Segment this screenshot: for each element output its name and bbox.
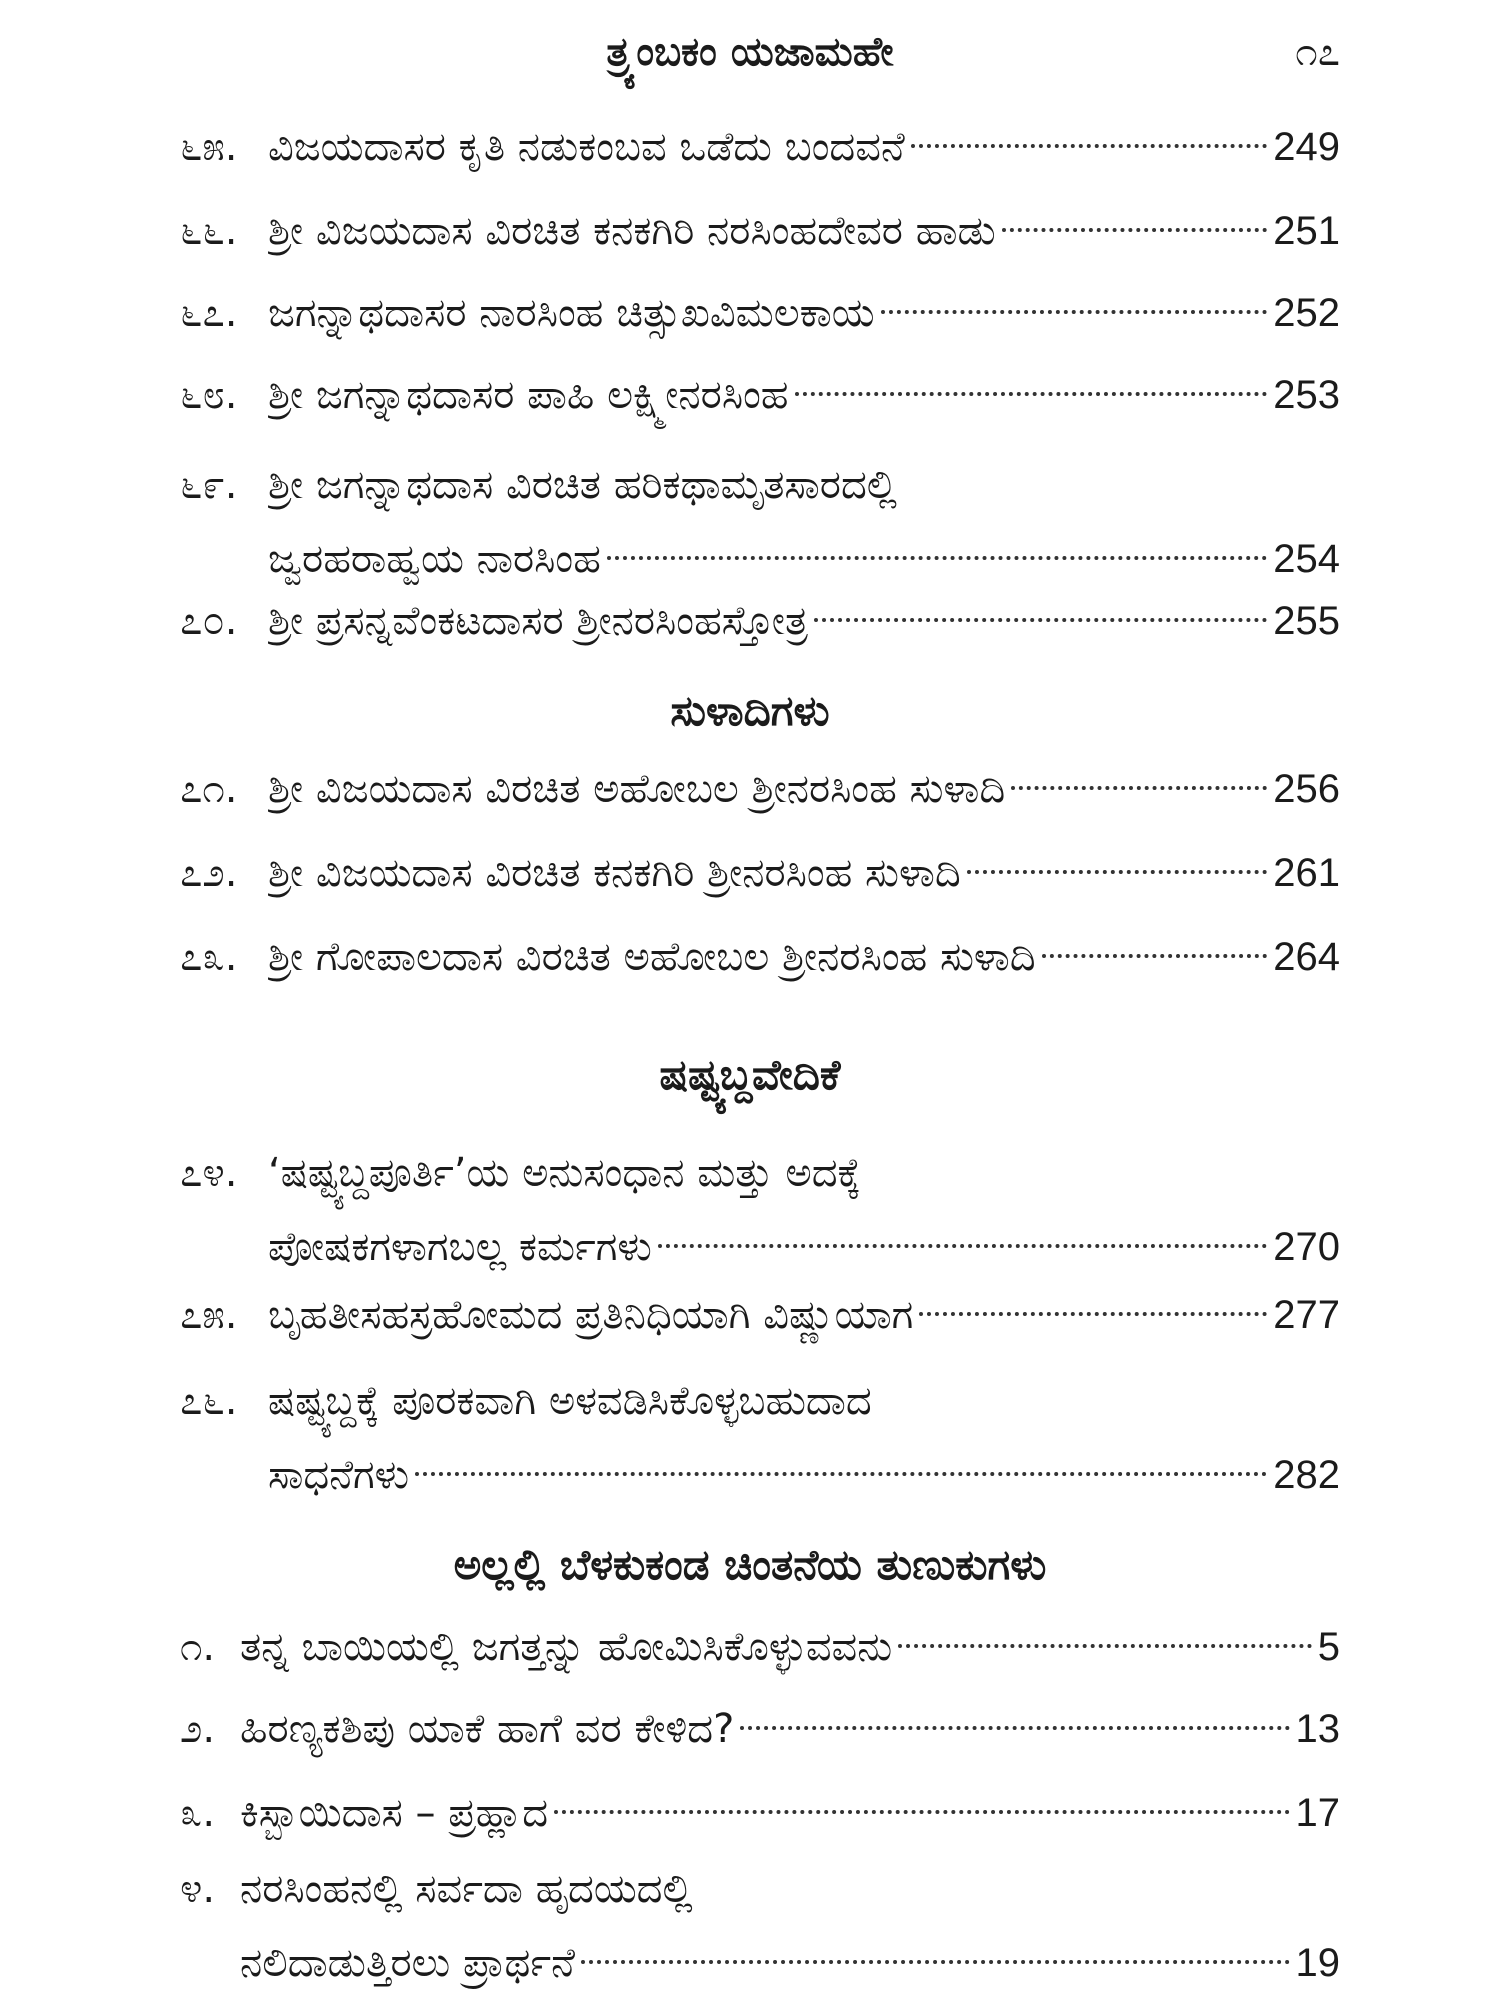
dot-leader [1011, 786, 1267, 790]
entry-title: ಶ್ರೀ ಪ್ರಸನ್ನವೆಂಕಟದಾಸರ ಶ್ರೀನರಸಿಂಹಸ್ತೋತ್ರ [268, 598, 808, 644]
entry-title-continued: ಸಾಧನೆಗಳು [268, 1452, 410, 1498]
entry-page: 5 [1317, 1625, 1340, 1669]
entry-title: ಬೃಹತೀಸಹಸ್ರಹೋಮದ ಪ್ರತಿನಿಧಿಯಾಗಿ ವಿಷ್ಣುಯಾಗ [268, 1292, 914, 1338]
entry-title: ಶ್ರೀ ಜಗನ್ನಾಥದಾಸರ ಪಾಹಿ ಲಕ್ಷ್ಮೀನರಸಿಂಹ [268, 372, 789, 418]
entry-title: ಶ್ರೀ ಗೋಪಾಲದಾಸ ವಿರಚಿತ ಅಹೋಬಲ ಶ್ರೀನರಸಿಂಹ ಸುಳಾದಿ [268, 934, 1036, 980]
entry-title: ಶ್ರೀ ಜಗನ್ನಾಥದಾಸ ವಿರಚಿತ ಹರಿಕಥಾಮೃತಸಾರದಲ್ಲಿ [268, 462, 898, 508]
entry-title-continued: ನಲಿದಾಡುತ್ತಿರಲು ಪ್ರಾರ್ಥನೆ [240, 1940, 575, 1986]
entry-number: ೭೪. [180, 1150, 238, 1196]
toc-entry [180, 836, 1340, 910]
entry-number: ೬೫. [180, 124, 238, 170]
entry-page: 252 [1273, 291, 1340, 335]
dot-leader [898, 1644, 1312, 1648]
dot-leader [1042, 954, 1268, 958]
dot-leader [607, 556, 1267, 560]
entry-number: ೬೬. [180, 208, 238, 254]
toc-entry [180, 1852, 1340, 2000]
entry-page: 253 [1273, 373, 1340, 417]
toc-entry [180, 752, 1340, 826]
running-header [0, 22, 1500, 82]
section-heading: ಸುಳಾದಿಗಳು [670, 686, 830, 735]
toc-entry [180, 920, 1340, 994]
toc-entry [180, 448, 1340, 596]
toc-entry [180, 1776, 1340, 1850]
dot-leader [795, 392, 1268, 396]
entry-title-continued: ಜ್ವರಹರಾಹ್ವಯ ನಾರಸಿಂಹ [268, 536, 601, 582]
section-heading: ಷಷ್ಟ್ಯಬ್ದವೇದಿಕೆ [659, 1050, 841, 1099]
entry-page: 17 [1295, 1791, 1340, 1835]
entry-title: ನರಸಿಂಹನಲ್ಲಿ ಸರ್ವದಾ ಹೃದಯದಲ್ಲಿ [240, 1866, 693, 1912]
toc-entry [180, 194, 1340, 268]
entry-page: 261 [1273, 851, 1340, 895]
entry-title: ಶ್ರೀ ವಿಜಯದಾಸ ವಿರಚಿತ ಅಹೋಬಲ ಶ್ರೀನರಸಿಂಹ ಸುಳಾದಿ [268, 766, 1006, 812]
entry-page: 13 [1295, 1707, 1340, 1751]
entry-title: ಶ್ರೀ ವಿಜಯದಾಸ ವಿರಚಿತ ಕನಕಗಿರಿ ನರಸಿಂಹದೇವರ ಹಾಡು [268, 208, 996, 254]
entry-title: ‘ಷಷ್ಟ್ಯಬ್ದಪೂರ್ತಿ’ಯ ಅನುಸಂಧಾನ ಮತ್ತು ಅದಕ್ಕೆ [268, 1150, 861, 1196]
entry-number: ೨. [180, 1706, 216, 1752]
entry-page: 277 [1273, 1293, 1340, 1337]
entry-number: ೧. [180, 1624, 216, 1670]
entry-number: ೪. [180, 1866, 216, 1912]
dot-leader [658, 1244, 1267, 1248]
toc-entry [180, 358, 1340, 432]
toc-entry [180, 1136, 1340, 1284]
dot-leader [881, 310, 1268, 314]
entry-number: ೭೨. [180, 850, 238, 896]
entry-page: 254 [1273, 537, 1340, 581]
toc-entry [180, 584, 1340, 658]
entry-page: 256 [1273, 767, 1340, 811]
toc-entry [180, 1692, 1340, 1766]
toc-entry [180, 1610, 1340, 1684]
toc-entry [180, 276, 1340, 350]
toc-entry [180, 1364, 1340, 1512]
entry-title: ಕಿಸ್ಬಾಯಿದಾಸ – ಪ್ರಹ್ಲಾದ [240, 1790, 549, 1836]
entry-title-continued: ಪೋಷಕಗಳಾಗಬಲ್ಲ ಕರ್ಮಗಳು [268, 1224, 652, 1270]
entry-number: ೬೯. [180, 462, 238, 508]
dot-leader [415, 1472, 1267, 1476]
running-title: ತ್ರ್ಯಂಬಕಂ ಯಜಾಮಹೇ [606, 29, 894, 75]
page-number: ೧೭ [1295, 29, 1340, 75]
section-heading: ಅಲ್ಲಲ್ಲಿ ಬೆಳಕುಕಂಡ ಚಿಂತನೆಯ ತುಣುಕುಗಳು [453, 1540, 1047, 1589]
entry-page: 251 [1273, 209, 1340, 253]
entry-number: ೬೮. [180, 372, 238, 418]
toc-entry [180, 110, 1340, 184]
dot-leader [814, 618, 1267, 622]
dot-leader [554, 1810, 1289, 1814]
entry-title: ಹಿರಣ್ಯಕಶಿಪು ಯಾಕೆ ಹಾಗೆ ವರ ಕೇಳಿದ? [240, 1706, 735, 1752]
dot-leader [919, 1312, 1267, 1316]
entry-number: ೭೬. [180, 1378, 238, 1424]
entry-number: ೭೦. [180, 598, 238, 644]
toc-entry [180, 1278, 1340, 1352]
dot-leader [1002, 228, 1268, 232]
entry-title: ಷಷ್ಟ್ಯಬ್ದಕ್ಕೆ ಪೂರಕವಾಗಿ ಅಳವಡಿಸಿಕೊಳ್ಳಬಹುದಾದ [268, 1378, 872, 1424]
entry-title: ಶ್ರೀ ವಿಜಯದಾಸ ವಿರಚಿತ ಕನಕಗಿರಿ ಶ್ರೀನರಸಿಂಹ ಸುಳಾದಿ [268, 850, 961, 896]
dot-leader [967, 870, 1268, 874]
entry-page: 282 [1273, 1453, 1340, 1497]
entry-page: 270 [1273, 1225, 1340, 1269]
entry-page: 19 [1295, 1941, 1340, 1985]
entry-number: ೭೫. [180, 1292, 238, 1338]
entry-page: 264 [1273, 935, 1340, 979]
dot-leader [911, 144, 1267, 148]
entry-number: ೭೩. [180, 934, 238, 980]
entry-title: ಜಗನ್ನಾಥದಾಸರ ನಾರಸಿಂಹ ಚಿತ್ಸುಖವಿಮಲಕಾಯ [268, 290, 875, 336]
dot-leader [740, 1726, 1289, 1730]
entry-number: ೭೧. [180, 766, 238, 812]
dot-leader [581, 1960, 1290, 1964]
entry-page: 255 [1273, 599, 1340, 643]
entry-page: 249 [1273, 125, 1340, 169]
entry-title: ತನ್ನ ಬಾಯಿಯಲ್ಲಿ ಜಗತ್ತನ್ನು ಹೋಮಿಸಿಕೊಳ್ಳುವವನು [240, 1624, 893, 1670]
entry-number: ೩. [180, 1790, 216, 1836]
entry-title: ವಿಜಯದಾಸರ ಕೃತಿ ನಡುಕಂಬವ ಒಡೆದು ಬಂದವನೆ [268, 124, 905, 170]
entry-number: ೬೭. [180, 290, 238, 336]
